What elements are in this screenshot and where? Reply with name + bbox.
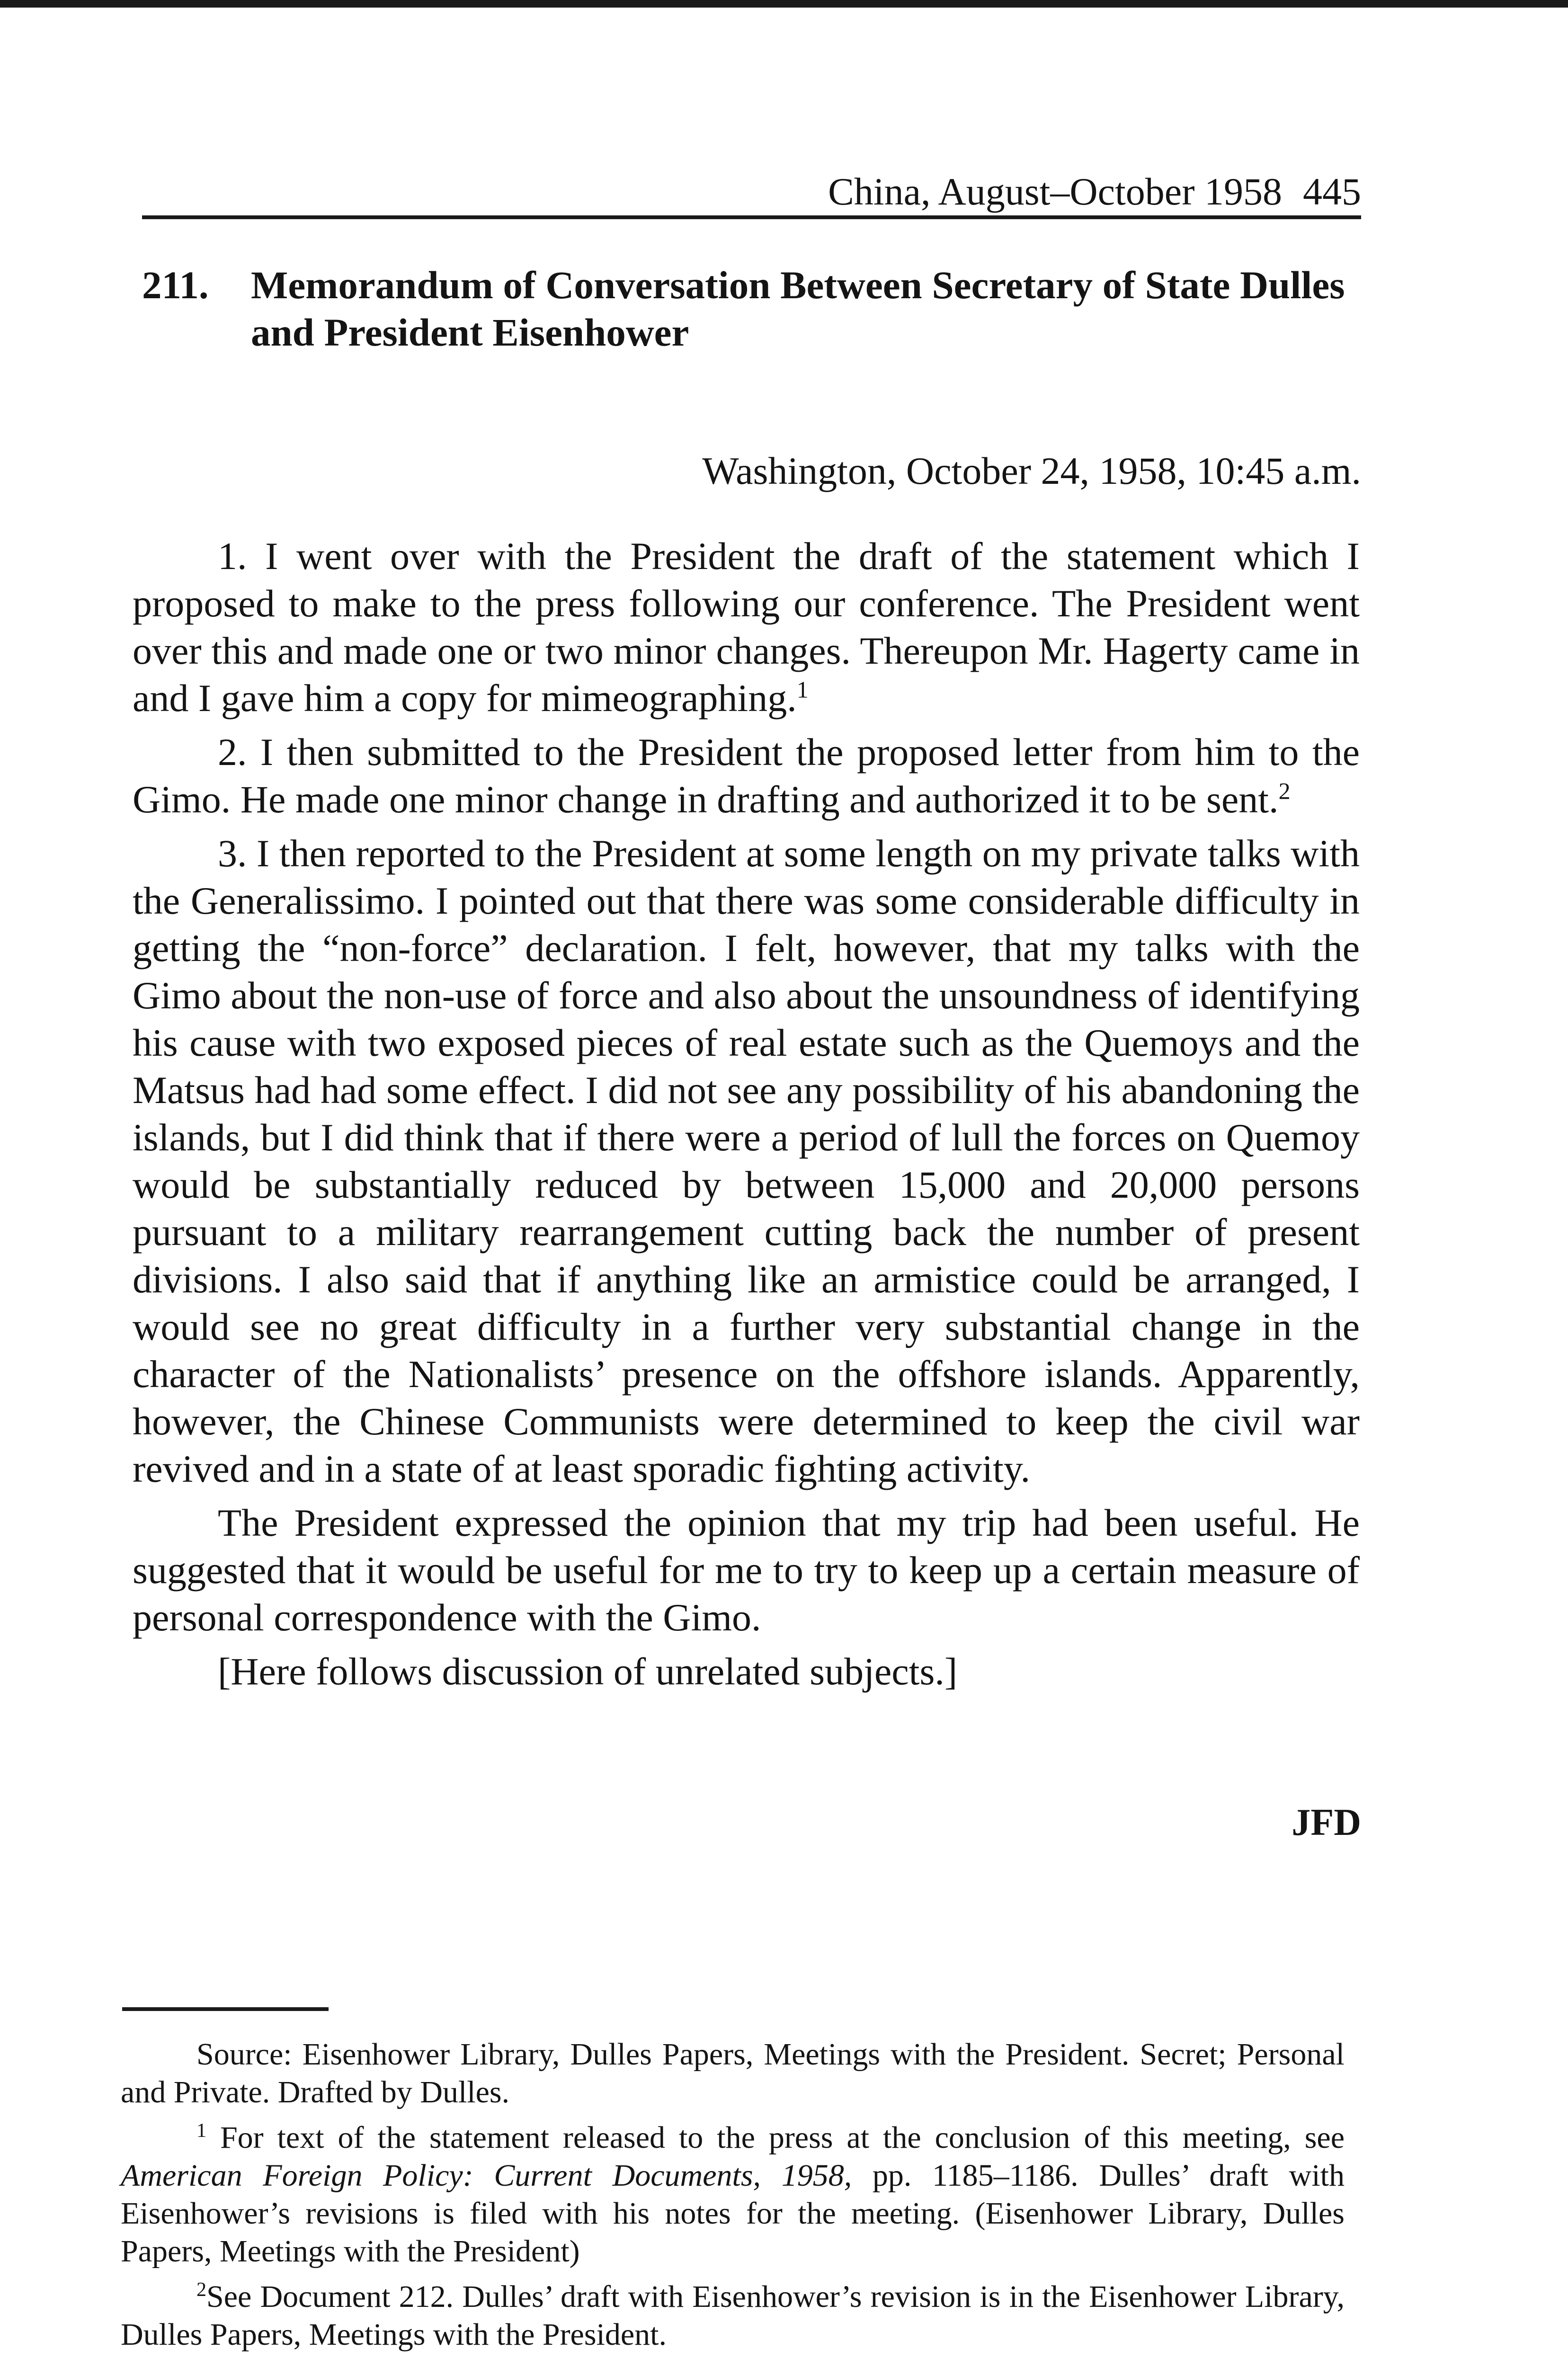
signature-initials: JFD [1292,1802,1361,1843]
document-title: Memorandum of Conversation Between Secretary of State Dulles and President Eisenhower [251,263,1345,354]
running-head [142,168,1361,215]
dateline: Washington, October 24, 1958, 10:45 a.m. [702,449,1361,492]
footnote-1-marker: 1 [196,2120,206,2142]
running-head-title: China, August–October 1958 [828,170,1282,213]
document-number: 211. [142,263,209,307]
paragraph-2: 2. I then submitted to the President the proposed letter from him to the Gimo. He made one minor change in drafting and authorized it to be sent.$^2$ [133,730,1360,821]
citation-title: American Foreign Policy: Current Documents, 1958, [121,2158,852,2193]
footnote-1: $^1$ For text of the statement released to the press at the conclusion of this meeting, see American Foreign Policy: Current Documents, 1958, pp. 1185–1186. Dulles’ draft with Eisenhower’s revisions is filed with his notes for the meeting. (Eisenhower Library, Dulles Papers, Meetings with the President) [121,2120,1345,2269]
footnote-rule [122,2007,329,2011]
memorandum-body [133,533,1360,1695]
source-note: Source: Eisenhower Library, Dulles Papers, Meetings with the President. Secret; Personal and Private. Drafted by Dulles. [121,2037,1345,2109]
top-edge-rule [0,0,1568,8]
document-heading [142,261,1354,356]
paragraph-4: The President expressed the opinion that my trip had been useful. He suggested that it would be useful for me to try to keep up a certain measure of personal correspondence with the Gimo. [133,1501,1360,1639]
paragraph-5: [Here follows discussion of unrelated subjects.] [218,1650,958,1693]
paragraph-1: 1. I went over with the President the draft of the statement which I proposed to make to the press following our conference. The President went over this and made one or two minor changes. Thereupon Mr. Hagerty came in and I gave him a copy for mimeographing.$^1$ [133,534,1360,720]
running-head-rule [142,215,1361,219]
page-number: 445 [1303,170,1361,213]
footnote-ref-1: 1 [796,676,809,703]
footnote-2: $^2$See Document 212. Dulles’ draft with Eisenhower’s revision is in the Eisenhower Library, Dulles Papers, Meetings with the President. [121,2279,1345,2352]
paragraph-3: 3. I then reported to the President at some length on my private talks with the Generalissimo. I pointed out that there was some considerable difficulty in getting the “non-force” declaration. I felt, however, that my talks with the Gimo about the non-use of force and also about the unsoundness of identifying his cause with two exposed pieces of real estate such as the Quemoys and the Matsus had had some effect. I did not see any possibility of his abandoning the islands, but I did think that if there were a period of lull the forces on Quemoy would be substantially reduced by between 15,000 and 20,000 persons pursuant to a military rearrangement cutting back the number of present divisions. I also said that if anything like an armistice could be arranged, I would see no great difficulty in a further very substantial change in the character of the Nationalists’ presence on the offshore islands. Apparently, however, the Chinese Communists were determined to keep the civil war revived and in a state of at least sporadic fighting activity. [133,832,1360,1490]
footnote-2-marker: 2 [196,2279,206,2301]
footnotes [121,2036,1345,2354]
footnote-ref-2: 2 [1278,777,1291,804]
